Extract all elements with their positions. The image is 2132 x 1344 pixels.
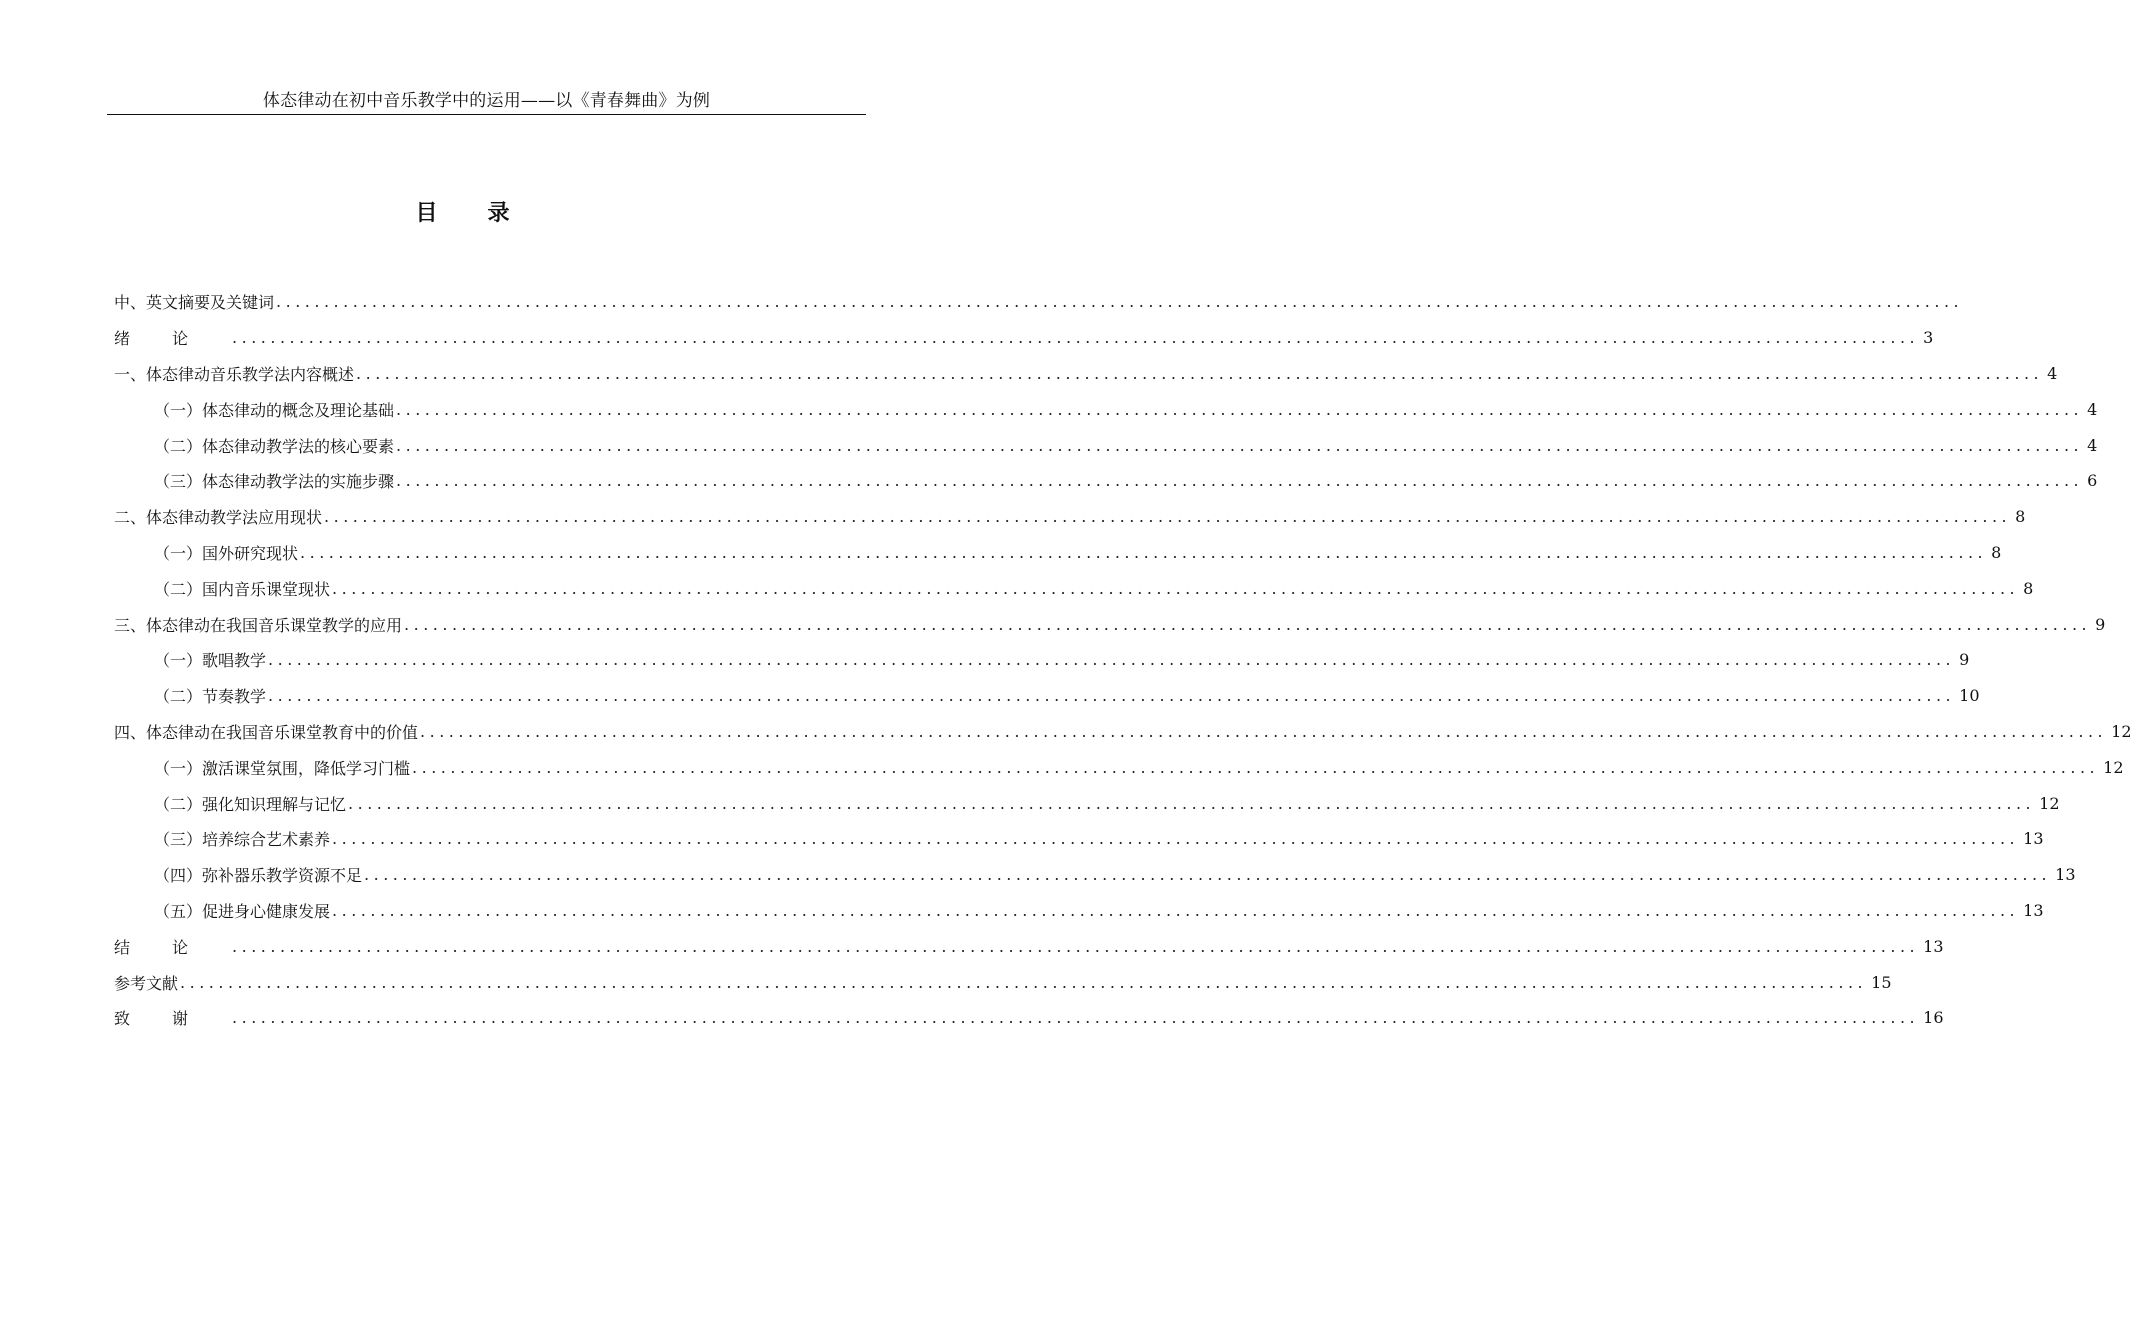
toc-entry-section-4-2[interactable]: [114, 785, 2060, 821]
running-header: 体态律动在初中音乐教学中的运用——以《青春舞曲》为例: [107, 88, 866, 115]
toc-entry-label: 参考文献: [114, 973, 179, 993]
toc-entry-acknowledgements[interactable]: [114, 1000, 1944, 1036]
toc-entry-label: （一）体态律动的概念及理论基础: [154, 400, 395, 420]
toc-entry-page: 6: [2087, 471, 2098, 491]
toc-dot-leader: ................................................................................................................................................................................: [396, 435, 2084, 455]
toc-dot-leader: ................................................................................................................................................................................: [332, 900, 2020, 920]
toc-entry-conclusion[interactable]: [114, 928, 1944, 964]
toc-entry-chapter-3[interactable]: [114, 606, 2106, 642]
toc-entry-page: 13: [2055, 865, 2076, 885]
toc-entry-page: 13: [2023, 829, 2044, 849]
toc-entry-references[interactable]: [114, 964, 1892, 1000]
toc-entry-page: 12: [2039, 793, 2060, 813]
toc-entry-page: 4: [2047, 363, 2058, 383]
toc-entry-abstract[interactable]: [114, 284, 1964, 320]
toc-entry-page: 9: [1959, 650, 1970, 670]
toc-entry-label: 二、体态律动教学法应用现状: [114, 508, 323, 528]
toc-dot-leader: ................................................................................................................................................................................: [276, 292, 1964, 312]
toc-dot-leader: ................................................................................................................................................................................: [404, 614, 2092, 634]
toc-entry-label: （五）促进身心健康发展: [154, 901, 331, 921]
toc-entry-page: 4: [2087, 435, 2098, 455]
toc-entry-label: 绪论: [114, 329, 231, 349]
toc-entry-section-4-4[interactable]: [114, 857, 2076, 893]
toc-entry-label: （一）激活课堂氛围，降低学习门槛: [154, 758, 411, 778]
toc-dot-leader: ................................................................................................................................................................................: [180, 972, 1868, 992]
toc-dot-leader: ................................................................................................................................................................................: [232, 328, 1920, 348]
toc-dot-leader: ................................................................................................................................................................................: [324, 507, 2012, 527]
toc-entry-label: （二）国内音乐课堂现状: [154, 579, 331, 599]
toc-dot-leader: ................................................................................................................................................................................: [300, 542, 1988, 562]
toc-entry-label: （一）歌唱教学: [154, 651, 267, 671]
toc-entry-label: 三、体态律动在我国音乐课堂教学的应用: [114, 615, 403, 635]
table-of-contents: [114, 284, 2132, 1036]
toc-entry-page: 12: [2111, 721, 2132, 741]
toc-entry-section-1-3[interactable]: [114, 463, 2098, 499]
toc-entry-section-3-1[interactable]: [114, 642, 1970, 678]
toc-entry-chapter-4[interactable]: [114, 714, 2132, 750]
toc-entry-page: 8: [2023, 578, 2034, 598]
toc-entry-page: 12: [2103, 757, 2124, 777]
toc-dot-leader: ................................................................................................................................................................................: [364, 865, 2052, 885]
toc-entry-section-3-2[interactable]: [114, 678, 1980, 714]
toc-entry-page: 10: [1959, 686, 1980, 706]
toc-entry-introduction[interactable]: [114, 320, 1934, 356]
toc-entry-section-4-5[interactable]: [114, 893, 2044, 929]
toc-entry-label: （四）弥补器乐教学资源不足: [154, 866, 363, 886]
toc-entry-section-4-3[interactable]: [114, 821, 2044, 857]
toc-entry-label: 中、英文摘要及关键词: [114, 293, 275, 313]
toc-dot-leader: ................................................................................................................................................................................: [232, 936, 1920, 956]
toc-entry-page: 8: [1991, 542, 2002, 562]
toc-title: 目录: [415, 200, 560, 226]
toc-dot-leader: ................................................................................................................................................................................: [412, 757, 2100, 777]
toc-entry-page: 13: [2023, 900, 2044, 920]
toc-entry-page: 13: [1923, 936, 1944, 956]
toc-dot-leader: ................................................................................................................................................................................: [268, 686, 1956, 706]
toc-dot-leader: ................................................................................................................................................................................: [332, 829, 2020, 849]
toc-entry-section-2-2[interactable]: [114, 570, 2034, 606]
toc-entry-label: （二）体态律动教学法的核心要素: [154, 436, 395, 456]
toc-entry-page: 15: [1871, 972, 1892, 992]
toc-dot-leader: ................................................................................................................................................................................: [420, 721, 2108, 741]
toc-dot-leader: ................................................................................................................................................................................: [356, 363, 2044, 383]
toc-dot-leader: ................................................................................................................................................................................: [396, 471, 2084, 491]
toc-entry-label: （三）体态律动教学法的实施步骤: [154, 472, 395, 492]
toc-entry-label: （一）国外研究现状: [154, 543, 299, 563]
toc-entry-label: （二）节奏教学: [154, 687, 267, 707]
toc-entry-section-4-1[interactable]: [114, 749, 2124, 785]
toc-dot-leader: ................................................................................................................................................................................: [348, 793, 2036, 813]
toc-entry-label: 致谢: [114, 1009, 231, 1029]
toc-entry-page: 8: [2015, 507, 2026, 527]
toc-dot-leader: ................................................................................................................................................................................: [396, 399, 2084, 419]
toc-entry-label: （二）强化知识理解与记忆: [154, 794, 347, 814]
toc-entry-page: 3: [1923, 328, 1934, 348]
toc-entry-section-1-2[interactable]: [114, 427, 2098, 463]
toc-entry-label: （三）培养综合艺术素养: [154, 830, 331, 850]
toc-entry-chapter-1[interactable]: [114, 356, 2058, 392]
toc-entry-label: 一、体态律动音乐教学法内容概述: [114, 364, 355, 384]
toc-dot-leader: ................................................................................................................................................................................: [332, 578, 2020, 598]
toc-entry-section-1-1[interactable]: [114, 391, 2098, 427]
toc-entry-label: 四、体态律动在我国音乐课堂教育中的价值: [114, 722, 419, 742]
toc-entry-label: 结论: [114, 937, 231, 957]
toc-entry-page: 16: [1923, 1008, 1944, 1028]
toc-entry-section-2-1[interactable]: [114, 535, 2002, 571]
toc-dot-leader: ................................................................................................................................................................................: [232, 1008, 1920, 1028]
toc-entry-chapter-2[interactable]: [114, 499, 2026, 535]
toc-dot-leader: ................................................................................................................................................................................: [268, 650, 1956, 670]
toc-entry-page: 4: [2087, 399, 2098, 419]
toc-entry-page: 9: [2095, 614, 2106, 634]
